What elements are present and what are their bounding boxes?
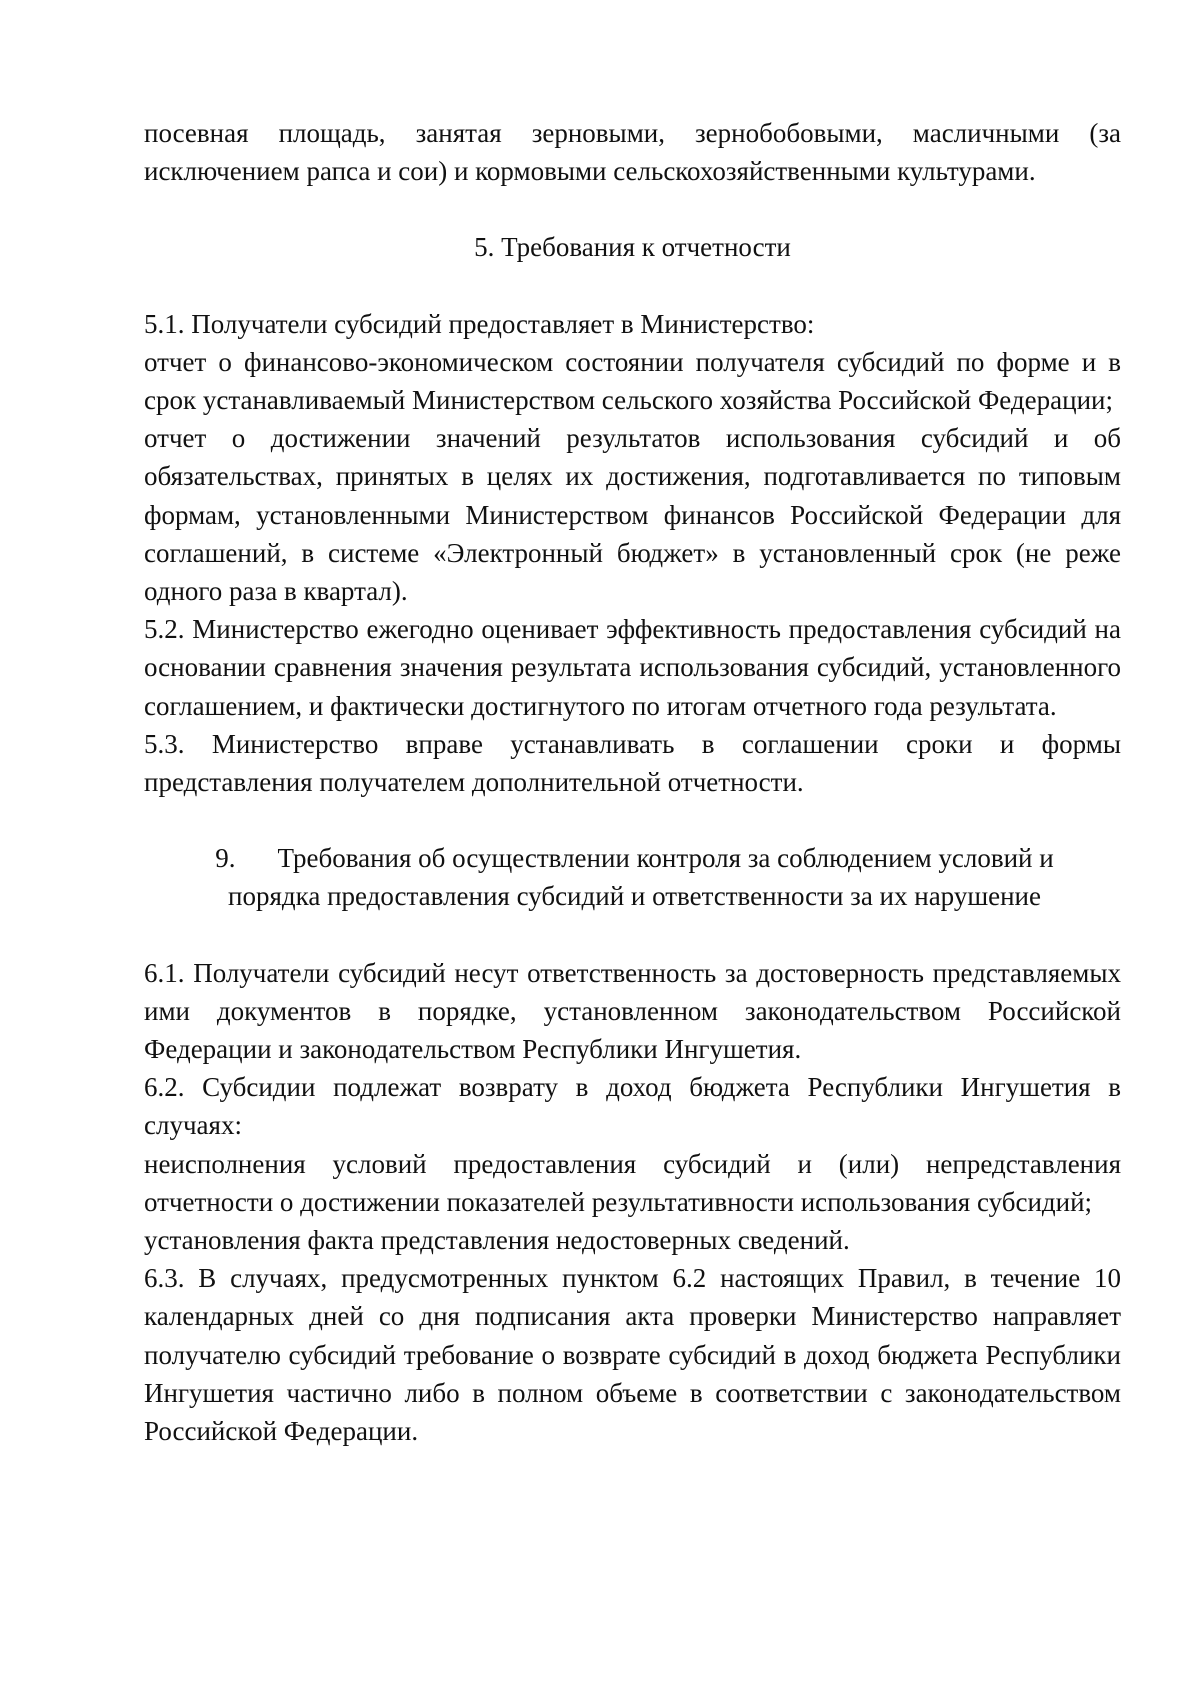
section-6-number: 9. bbox=[215, 843, 236, 874]
spacer bbox=[144, 190, 1121, 228]
paragraph-6-3: 6.3. В случаях, предусмотренных пунктом 6.2 настоящих Правил, в течение 10 календарных дней со дня подписания акта проверки Министерство направляет получателю субсидий требование о возврате субсидий в доход бюджета Республики Ингушетия частично либо в полном объеме в соответствии с законодательством Российской Федерации. bbox=[144, 1263, 1121, 1447]
section-5-heading: 5. Требования к отчетности bbox=[474, 232, 791, 263]
paragraph-6-2-case-2: установления факта представления недостоверных сведений. bbox=[144, 1225, 850, 1256]
paragraph-5-1-report-results: отчет о достижении значений результатов использования субсидий и об обязательствах, принятых в целях их достижения, подготавливается по типовым формам, установленными Министерством финансов Российской Федерации для соглашений, в системе «Электронный бюджет» в установленный срок (не реже одного раза в квартал). bbox=[144, 423, 1121, 607]
document-body bbox=[144, 114, 1121, 1450]
paragraph-6-1: 6.1. Получатели субсидий несут ответственность за достоверность представляемых ими документов в порядке, установленном законодательством Российской Федерации и законодательством Республики Ингушетия. bbox=[144, 957, 1121, 1065]
paragraph-5-1-report-financial: отчет о финансово-экономическом состоянии получателя субсидий по форме и в срок устанавливаемый Министерством сельского хозяйства Российской Федерации; bbox=[144, 346, 1121, 416]
paragraph-6-2: 6.2. Субсидии подлежат возврату в доход бюджета Республики Ингушетия в случаях: bbox=[144, 1072, 1121, 1141]
spacer bbox=[144, 267, 1121, 305]
paragraph-5-3: 5.3. Министерство вправе устанавливать в соглашении сроки и формы представления получателем дополнительной отчетности. bbox=[144, 728, 1121, 798]
section-6-heading bbox=[144, 839, 1121, 915]
section-6-title-line-2: порядка предоставления субсидий и ответственности за их нарушение bbox=[228, 881, 1041, 912]
spacer bbox=[144, 801, 1121, 839]
paragraph-5-2: 5.2. Министерство ежегодно оценивает эффективность предоставления субсидий на основании сравнения значения результата использования субсидий, установленного соглашением, и фактически достигнутого по итогам отчетного года результата. bbox=[144, 614, 1121, 721]
paragraph-5-1: 5.1. Получатели субсидий предоставляет в Министерство: bbox=[144, 308, 815, 339]
paragraph-6-2-case-1: неисполнения условий предоставления субсидий и (или) непредставления отчетности о достижении показателей результативности использования субсидий; bbox=[144, 1148, 1121, 1217]
intro-paragraph: посевная площадь, занятая зерновыми, зернобобовыми, масличными (за исключением рапса и сои) и кормовыми сельскохозяйственными культурами. bbox=[144, 118, 1121, 187]
section-6-title-line-1: Требования об осуществлении контроля за соблюдением условий и bbox=[277, 843, 1054, 874]
spacer bbox=[144, 916, 1121, 954]
